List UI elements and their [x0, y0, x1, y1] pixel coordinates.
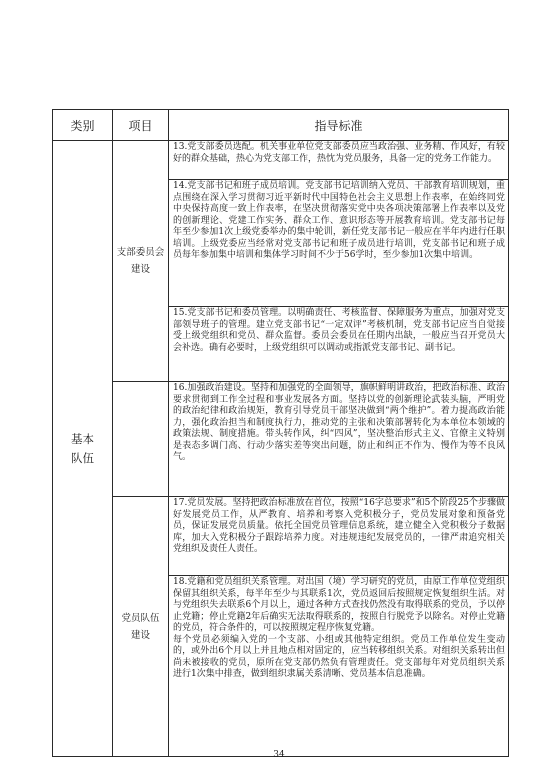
standard-text-16: 16.加强政治建设。坚持和加强党的全面领导，旗帜鲜明讲政治，把政治标准、政治要求贯彻到工作全过程和事业发展各方面。坚持以党的创新理论武装头脑，严明党的政治纪律和政治规矩，教育引导党员干部坚决做到“两个维护”。着力提高政治能力，强化政治担当和制度执行力，推动党的主张和决策部署转化为本单位本领域的政策法规、制度措施。带头转作风，纠“四风”，坚决整治形式主义、官僚主义特别是表态多调门高、行动少落实差等突出问题，防止和纠正不作为、慢作为等不良风气。: [173, 383, 505, 462]
header-item: 项目: [113, 110, 169, 141]
header-category: 类别: [53, 110, 113, 141]
header-standard: 指导标准: [169, 110, 509, 141]
table-row: [53, 382, 509, 497]
table-header-row: [53, 110, 509, 141]
standard-cell-13: [169, 141, 509, 180]
item-cell-members: [113, 497, 169, 757]
item-label-committee: 支部委员会 建设: [116, 247, 165, 275]
standard-cell-17: [169, 497, 509, 576]
table-row: [53, 497, 509, 576]
item-label-members: 党员队伍 建设: [121, 612, 160, 641]
standard-cell-18: [169, 576, 509, 757]
standard-text-14: 14.党支部书记和班子成员培训。党支部书记培训纳入党员、干部教育培训规划，重点围绕在深入学习贯彻习近平新时代中国特色社会主义思想上作表率，在始终同党中央保持高度一致上作表率，在坚决贯彻落实党中央各项决策部署上作表率以及党的创新理论、党建工作实务、群众工作、意识形态等开展教育培训。党支部书记每年至少参加1次上级党委举办的集中轮训，新任党支部书记一般应在半年内进行任职培训。上级党委应当经常对党支部书记和班子成员进行培训，党支部书记和班子成员每年参加集中培训和集体学习时间不少于56学时，至少参加1次集中培训。: [173, 181, 505, 260]
category-cell: [53, 141, 113, 757]
standard-cell-15: [169, 307, 509, 382]
page-number: 34: [273, 750, 285, 760]
standard-text-18: 18.党籍和党员组织关系管理。对出国（境）学习研究的党员，由原工作单位党组织保留其组织关系，每半年至少与其联系1次，党员返回后按照规定恢复组织生活。对与党组织失去联系6个月以上，通过各种方式查找仍然没有取得联系的党员，予以停止党籍；停止党籍2年后确实无法取得联系的，按照自行脱党予以除名。对停止党籍的党员，符合条件的，可以按照规定程序恢复党籍。 每个党员必须编入党的一个支部、小组或其他特定组织。党员工作单位发生变动的，或外出6个月以上并且地点相对固定的，应当转移组织关系。对组织关系转出但尚未被接收的党员，原所在党支部仍然负有管理责任。党支部每年对党员组织关系进行1次集中排查，做到组织隶属关系清晰、党员基本信息准确。: [173, 577, 505, 679]
item-cell-empty: [113, 382, 169, 497]
standard-text-13: 13.党支部委员选配。机关事业单位党支部委员应当政治强、业务精、作风好，有较好的群众基础，热心为党支部工作，热忱为党员服务，具备一定的党务工作能力。: [173, 142, 505, 164]
standard-text-15: 15.党支部书记和委员管理。以明确责任、考核监督、保障服务为重点，加强对党支部领导班子的管理。建立党支部书记“一定双评”考核机制，党支部书记应当自觉接受上级党组织和党员、群众监督。委员会委员在任期内出缺，一般应当召开党员大会补选。确有必要时，上级党组织可以调动或指派党支部书记、副书记。: [173, 308, 505, 353]
item-cell-committee: [113, 141, 169, 382]
standards-table: [52, 109, 509, 757]
standard-cell-14: [169, 180, 509, 307]
standard-text-17: 17.党员发展。坚持把政治标准放在首位，按照“16字总要求”和5个阶段25个步骤做好发展党员工作，从严教育、培养和考察入党积极分子，党员发展对象和预备党员，保证发展党员质量。依托全国党员管理信息系统，建立健全入党积极分子数据库，加大入党积极分子跟踪培养力度。对违规违纪发展党员的，一律严肃追究相关党组织及责任人责任。: [173, 498, 505, 554]
table-row: [53, 141, 509, 180]
category-label: 基本 队伍: [71, 431, 94, 465]
standard-cell-16: [169, 382, 509, 497]
